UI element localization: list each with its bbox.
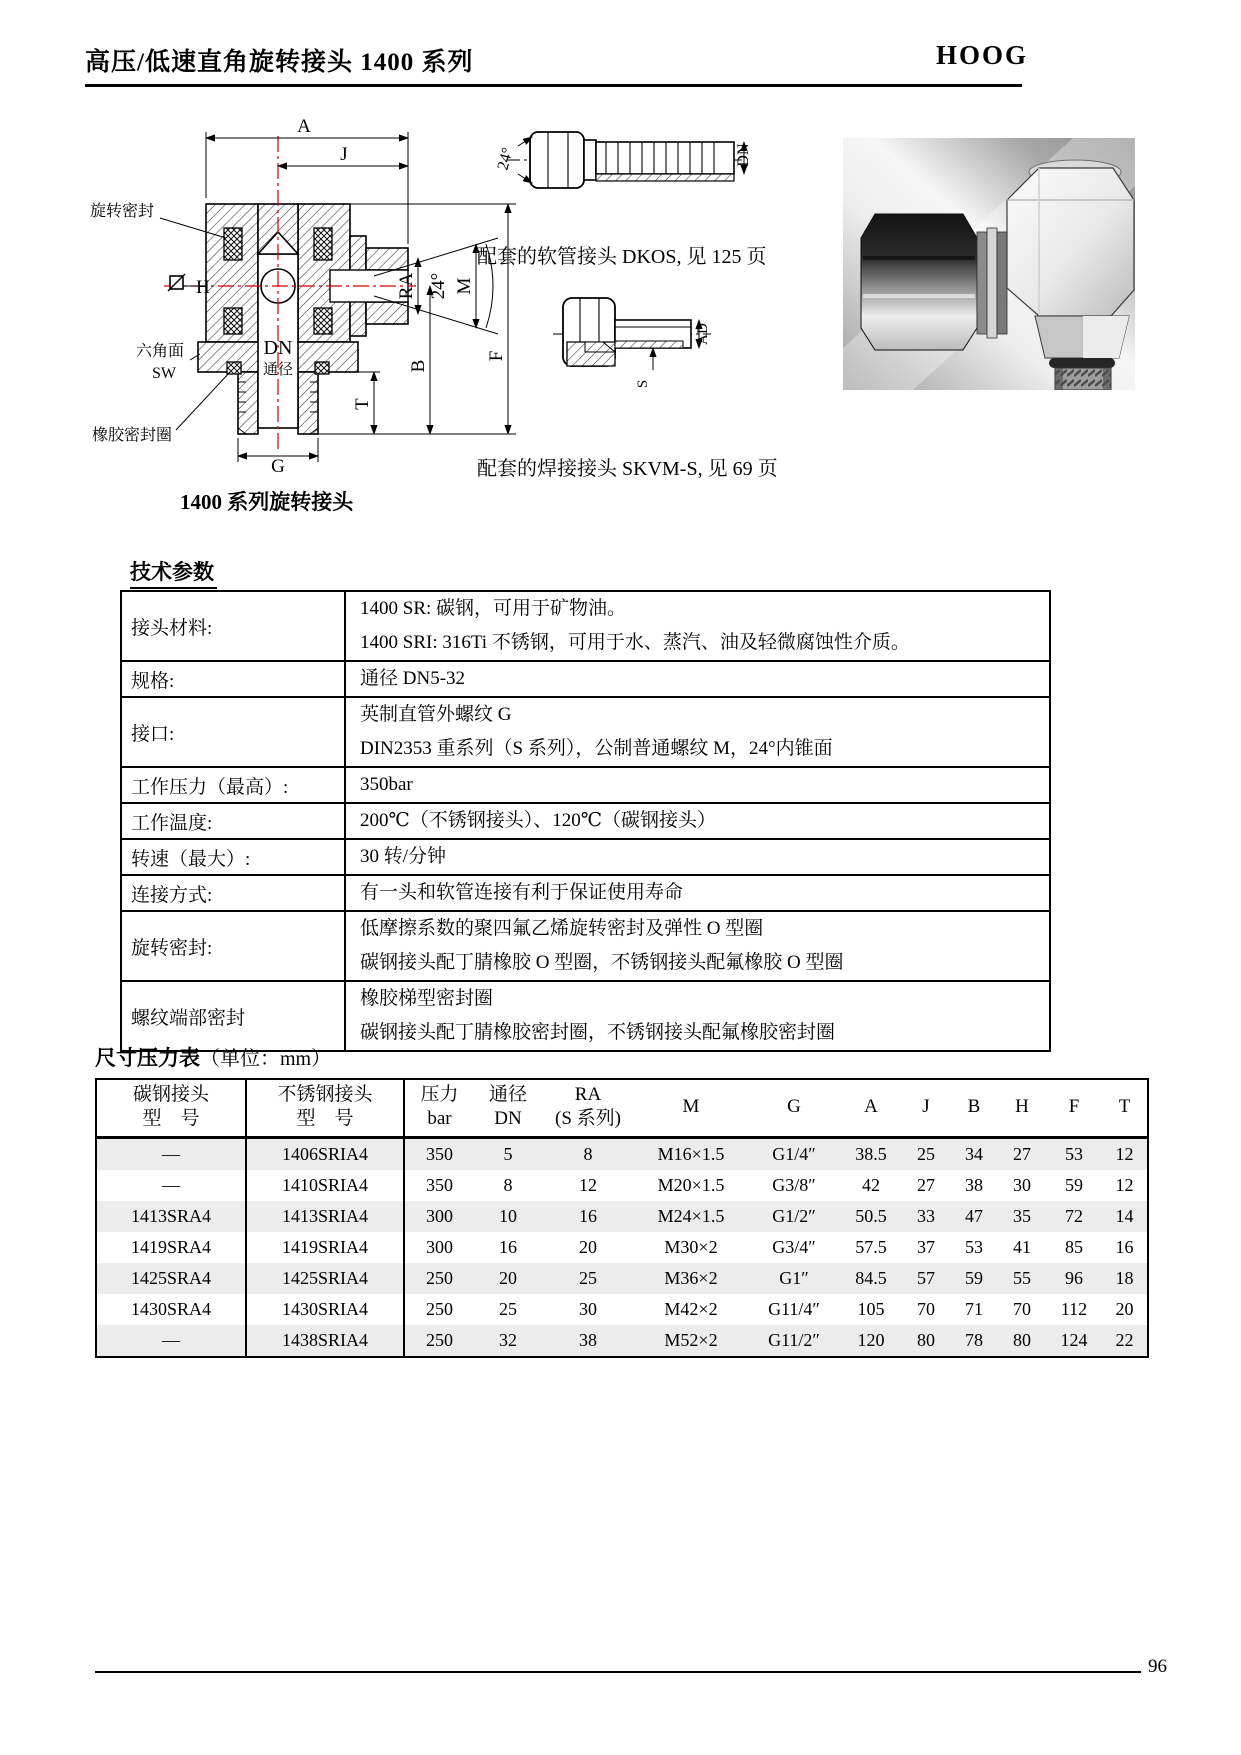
dim-label-g: G [271, 456, 285, 476]
table-cell: 30 [579, 1299, 597, 1319]
table-row [96, 1138, 1148, 1171]
col-header: B [950, 1079, 998, 1138]
table-cell: 27 [1013, 1144, 1031, 1164]
table-cell: 22 [1115, 1330, 1134, 1350]
weld-fitting-diagram [533, 286, 718, 404]
table-cell: 1410SRIA4 [246, 1170, 404, 1201]
bore-label: 通径 [262, 362, 294, 378]
table-cell: 34 [965, 1144, 983, 1164]
table-cell: M42×2 [664, 1299, 718, 1319]
table-cell: 25 [499, 1299, 517, 1319]
param-value: 350bar [360, 774, 413, 795]
table-cell: 1438SRIA4 [246, 1325, 404, 1357]
table-row [96, 1232, 1148, 1263]
table-cell: 12 [1115, 1144, 1134, 1164]
table-cell: 85 [1065, 1237, 1083, 1257]
table-row [96, 1170, 1148, 1201]
table-cell: 1413SRA4 [96, 1201, 246, 1232]
table-cell: 5 [503, 1144, 513, 1164]
figure-caption: 1400 系列旋转接头 [180, 490, 354, 514]
table-cell: 38 [579, 1330, 597, 1350]
table-row [96, 1325, 1148, 1357]
table-cell: 42 [862, 1175, 880, 1195]
page-number: 96 [1148, 1656, 1167, 1677]
param-label: 接头材料: [121, 591, 345, 661]
table-cell: 350 [426, 1144, 453, 1164]
table-cell: 1419SRIA4 [246, 1232, 404, 1263]
table-cell: 18 [1115, 1268, 1134, 1288]
dim-label-dn: DN [263, 337, 293, 359]
dim-label-t: T [352, 398, 373, 410]
table-cell: 70 [1013, 1299, 1031, 1319]
table-cell: 1413SRIA4 [246, 1201, 404, 1232]
dim-label-angle: 24° [428, 272, 449, 300]
weld-ad-label: AD [695, 323, 711, 345]
table-cell: 96 [1065, 1268, 1083, 1288]
table-cell: 1430SRA4 [96, 1294, 246, 1325]
col-header: F [1046, 1079, 1102, 1138]
dim-label-ra: RA [396, 272, 417, 300]
table-row [121, 661, 1050, 697]
table-cell: 20 [499, 1268, 517, 1288]
col-header: RA (S 系列) [542, 1079, 634, 1138]
param-value: 碳钢接头配丁腈橡胶密封圈，不锈钢接头配氟橡胶密封圈 [360, 1022, 836, 1043]
param-value: 碳钢接头配丁腈橡胶 O 型圈，不锈钢接头配氟橡胶 O 型圈 [360, 952, 844, 973]
table-cell: 57.5 [855, 1237, 887, 1257]
col-header: A [840, 1079, 902, 1138]
table-cell: 59 [965, 1268, 983, 1288]
table-cell: 1419SRA4 [96, 1232, 246, 1263]
param-label: 转速（最大）: [121, 839, 345, 875]
col-header: M [634, 1079, 748, 1138]
table-cell: M36×2 [664, 1268, 718, 1288]
table-cell: 124 [1060, 1330, 1088, 1350]
dim-label-a: A [297, 116, 311, 137]
table-cell: 53 [965, 1237, 983, 1257]
param-value: 橡胶梯型密封圈 [360, 988, 494, 1009]
table-cell: 33 [917, 1206, 935, 1226]
table-row [121, 591, 1050, 661]
col-header: H [998, 1079, 1046, 1138]
callout-rubber-seal: 橡胶密封圈 [92, 427, 173, 444]
table-cell: G11/2″ [768, 1330, 820, 1350]
tech-params-heading: 技术参数 [130, 556, 217, 589]
table-cell: 41 [1013, 1237, 1031, 1257]
table-cell: — [96, 1170, 246, 1201]
table-row [121, 697, 1050, 767]
table-cell: M16×1.5 [657, 1144, 725, 1164]
dimension-table [95, 1078, 1149, 1358]
col-header: 压力 bar [404, 1079, 474, 1138]
dim-label-h: H [196, 277, 210, 298]
table-cell: 20 [579, 1237, 597, 1257]
table-row [121, 803, 1050, 839]
param-value: 30 转/分钟 [360, 846, 447, 867]
dim-table-heading [95, 1042, 331, 1072]
table-cell: 300 [426, 1206, 453, 1226]
table-cell: M30×2 [664, 1237, 718, 1257]
table-cell: 1425SRIA4 [246, 1263, 404, 1294]
table-cell: 1430SRIA4 [246, 1294, 404, 1325]
table-cell: — [96, 1325, 246, 1357]
dim-label-b: B [408, 359, 429, 373]
tech-params-table [120, 590, 1051, 1052]
table-cell: 71 [965, 1299, 983, 1319]
table-row [96, 1294, 1148, 1325]
table-cell: 57 [917, 1268, 935, 1288]
table-cell: 72 [1065, 1206, 1083, 1226]
page-title: 高压/低速直角旋转接头 1400 系列 [85, 49, 474, 76]
table-cell: 300 [426, 1237, 453, 1257]
table-cell: G1/2″ [772, 1206, 816, 1226]
dim-label-j: J [340, 144, 348, 165]
table-cell: 84.5 [855, 1268, 887, 1288]
table-cell: G3/8″ [772, 1175, 816, 1195]
callout-rotary-seal: 旋转密封 [90, 203, 155, 220]
table-cell: 38.5 [855, 1144, 887, 1164]
table-cell: 350 [426, 1175, 453, 1195]
param-value: 200℃（不锈钢接头）、120℃（碳钢接头） [360, 810, 717, 831]
table-cell: 14 [1115, 1206, 1134, 1226]
table-cell: 27 [917, 1175, 935, 1195]
table-cell: 50.5 [855, 1206, 887, 1226]
table-cell: G3/4″ [772, 1237, 816, 1257]
table-cell: 16 [1115, 1237, 1134, 1257]
table-cell: G1/4″ [772, 1144, 816, 1164]
table-cell: 12 [1115, 1175, 1134, 1195]
callout-hex-face: 六角面 [136, 343, 185, 360]
product-photo [843, 138, 1135, 390]
weld-s-label: S [635, 379, 651, 389]
table-cell: 250 [426, 1268, 453, 1288]
param-value: 1400 SRI: 316Ti 不锈钢，可用于水、蒸汽、油及轻微腐蚀性介质。 [360, 632, 910, 653]
table-row [121, 767, 1050, 803]
table-cell: 1406SRIA4 [246, 1138, 404, 1171]
col-header: J [902, 1079, 950, 1138]
footer-rule [95, 1671, 1141, 1673]
table-cell: 53 [1065, 1144, 1083, 1164]
hose-angle-label: 24° [494, 145, 517, 172]
table-cell: 25 [917, 1144, 935, 1164]
table-header-row [96, 1079, 1148, 1138]
col-header: T [1102, 1079, 1148, 1138]
col-header: 碳钢接头 型 号 [96, 1079, 246, 1138]
param-value: 低摩擦系数的聚四氟乙烯旋转密封及弹性 O 型圈 [360, 918, 764, 939]
hose-dn-label: DN [735, 143, 752, 167]
dim-label-m: M [454, 277, 475, 295]
param-value: 1400 SR: 碳钢，可用于矿物油。 [360, 598, 627, 619]
table-cell: M24×1.5 [657, 1206, 725, 1226]
callout-sw: SW [152, 365, 176, 382]
col-header: 通径 DN [474, 1079, 542, 1138]
param-value: 通径 DN5-32 [360, 668, 466, 689]
diameter-symbol-icon [168, 274, 185, 291]
table-cell: 80 [917, 1330, 935, 1350]
table-cell: 38 [965, 1175, 983, 1195]
table-cell: 16 [579, 1206, 597, 1226]
table-cell: 8 [583, 1144, 593, 1164]
table-cell: 105 [857, 1299, 885, 1319]
table-cell: 35 [1013, 1206, 1031, 1226]
table-cell: G1″ [779, 1268, 809, 1288]
col-header: 不锈钢接头 型 号 [246, 1079, 404, 1138]
brand-logo: HOOG [936, 40, 1029, 70]
param-label: 工作温度: [121, 803, 345, 839]
table-cell: 250 [426, 1330, 453, 1350]
param-label: 螺纹端部密封 [121, 981, 345, 1051]
table-row [96, 1201, 1148, 1232]
table-cell: M52×2 [664, 1330, 718, 1350]
table-cell: 250 [426, 1299, 453, 1319]
table-row [96, 1263, 1148, 1294]
dim-table-heading-bold: 尺寸压力表 [95, 1046, 200, 1070]
table-row [121, 839, 1050, 875]
table-row [121, 981, 1050, 1051]
param-label: 旋转密封: [121, 911, 345, 981]
table-cell: — [96, 1138, 246, 1171]
main-section-drawing [78, 104, 548, 476]
param-label: 工作压力（最高）: [121, 767, 345, 803]
table-cell: G11/4″ [768, 1299, 820, 1319]
table-cell: 10 [499, 1206, 517, 1226]
table-cell: 59 [1065, 1175, 1083, 1195]
param-value: DIN2353 重系列（S 系列），公制普通螺纹 M，24°内锥面 [360, 738, 833, 759]
table-cell: 30 [1013, 1175, 1031, 1195]
table-cell: 70 [917, 1299, 935, 1319]
table-cell: 16 [499, 1237, 517, 1257]
param-label: 接口: [121, 697, 345, 767]
table-cell: 112 [1060, 1299, 1088, 1319]
table-cell: 55 [1013, 1268, 1031, 1288]
table-cell: 25 [579, 1268, 597, 1288]
table-cell: 78 [965, 1330, 983, 1350]
table-row [121, 911, 1050, 981]
table-cell: 37 [917, 1237, 935, 1257]
table-cell: 32 [499, 1330, 517, 1350]
table-cell: 12 [579, 1175, 597, 1195]
dim-table-heading-unit: （单位：mm） [200, 1048, 332, 1070]
table-cell: 120 [857, 1330, 885, 1350]
param-value: 英制直管外螺纹 G [360, 704, 512, 725]
table-cell: M20×1.5 [657, 1175, 725, 1195]
param-label: 规格: [121, 661, 345, 697]
header-rule [85, 84, 1022, 87]
weld-fitting-caption: 配套的焊接接头 SKVM-S, 见 69 页 [477, 458, 778, 480]
param-value: 有一头和软管连接有利于保证使用寿命 [360, 882, 684, 903]
param-label: 连接方式: [121, 875, 345, 911]
table-cell: 8 [503, 1175, 513, 1195]
table-cell: 1425SRA4 [96, 1263, 246, 1294]
col-header: G [748, 1079, 840, 1138]
dim-label-f: F [486, 350, 507, 362]
hose-fitting-diagram [492, 116, 752, 228]
table-cell: 47 [965, 1206, 983, 1226]
table-cell: 80 [1013, 1330, 1031, 1350]
table-row [121, 875, 1050, 911]
table-cell: 20 [1115, 1299, 1134, 1319]
hose-fitting-caption: 配套的软管接头 DKOS, 见 125 页 [477, 246, 767, 268]
